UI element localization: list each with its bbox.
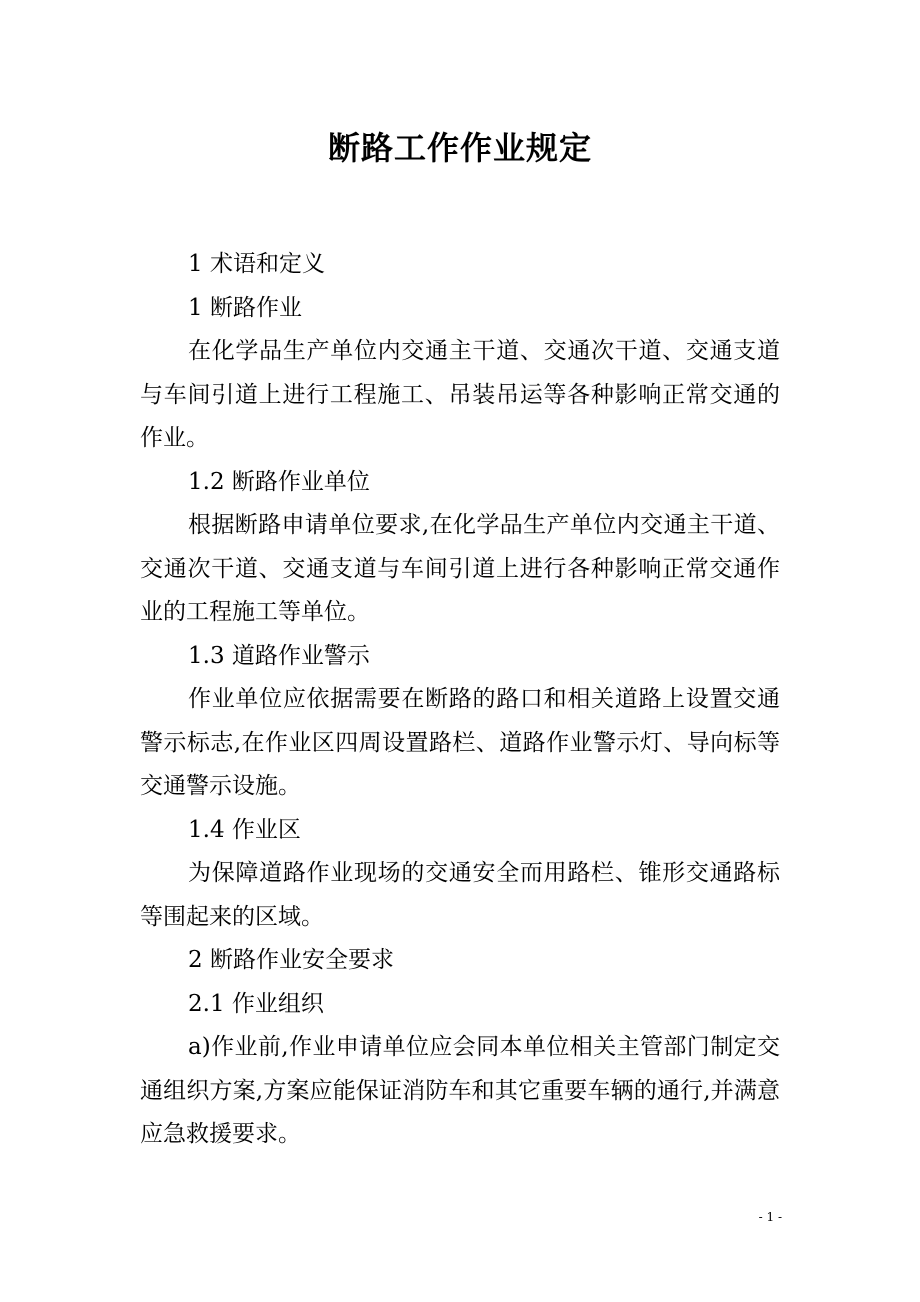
subheading-work-unit: 1.2 断路作业单位 [188, 468, 370, 495]
document-title: 断路工作作业规定 [327, 129, 592, 167]
section-heading-terms: 1 术语和定义 [188, 251, 325, 277]
subheading-work-organization: 2.1 作业组织 [188, 990, 324, 1017]
paragraph-work-area-definition: 为保障道路作业现场的交通安全而用路栏、锥形交通路标等围起来的区域。 [140, 860, 780, 930]
paragraph-work-organization-a: a)作业前,作业申请单位应会同本单位相关主管部门制定交通组织方案,方案应能保证消防车和其它重要车辆的通行,并满意应急救援要求。 [140, 1034, 780, 1147]
subheading-road-warning: 1.3 道路作业警示 [188, 642, 370, 669]
document-body [140, 243, 780, 1157]
section-heading-safety-requirements: 2 断路作业安全要求 [188, 947, 394, 973]
subheading-road-closure-work: 1 断路作业 [188, 294, 302, 321]
page-number: - 1 - [758, 1210, 782, 1224]
subheading-work-area: 1.4 作业区 [188, 816, 301, 843]
paragraph-work-unit-definition: 根据断路申请单位要求,在化学品生产单位内交通主干道、交通次干道、交通支道与车间引道上进行各种影响正常交通作业的工程施工等单位。 [140, 512, 780, 625]
paragraph-road-closure-definition: 在化学品生产单位内交通主干道、交通次干道、交通支道与车间引道上进行工程施工、吊装吊运等各种影响正常交通的作业。 [140, 338, 780, 451]
paragraph-road-warning-definition: 作业单位应依据需要在断路的路口和相关道路上设置交通警示标志,在作业区四周设置路栏、道路作业警示灯、导向标等交通警示设施。 [140, 686, 780, 799]
